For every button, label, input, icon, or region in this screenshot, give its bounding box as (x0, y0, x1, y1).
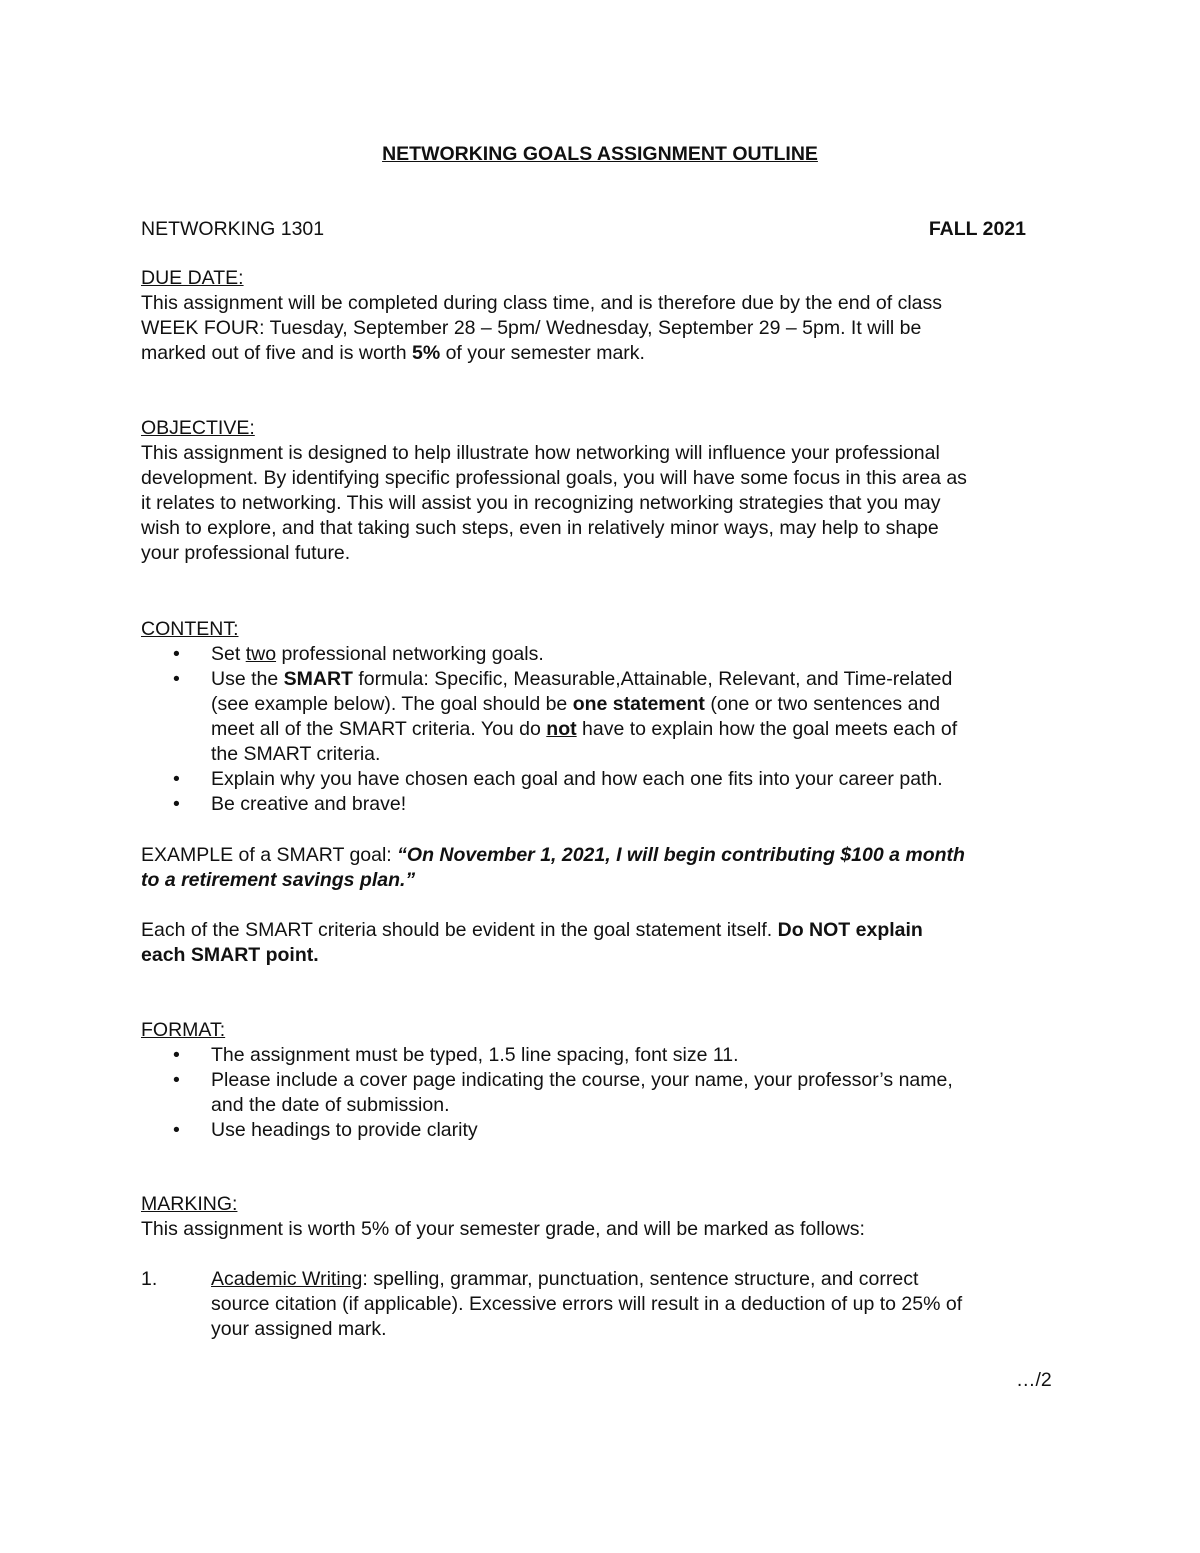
list-line: the SMART criteria. (211, 743, 381, 765)
list-text: The assignment must be typed, 1.5 line spacing, font size 11. (211, 1044, 739, 1066)
content-heading: CONTENT: (141, 618, 239, 640)
content-list (141, 642, 1061, 817)
list-item (141, 767, 1061, 792)
list-text: meet all of the SMART criteria. You do (211, 718, 547, 740)
list-line: source citation (if applicable). Excessive errors will result in a deduction of up to 25% of (211, 1293, 963, 1315)
due-date-line: WEEK FOUR: Tuesday, September 28 – 5pm/ Wednesday, September 29 – 5pm. It will be (141, 317, 922, 339)
list-line: your assigned mark. (211, 1318, 387, 1340)
list-text-bold-underlined: not (546, 718, 577, 740)
term-label: FALL 2021 (928, 218, 1026, 240)
objective-line: development. By identifying specific professional goals, you will have some focus in this area as (141, 467, 967, 489)
course-header-row (141, 217, 1026, 242)
criteria-line (141, 943, 1061, 968)
marking-intro: This assignment is worth 5% of your semester grade, and will be marked as follows: (141, 1218, 865, 1240)
due-date-text: of your semester mark. (440, 342, 645, 364)
bullet-icon: • (173, 1069, 180, 1091)
objective-heading: OBJECTIVE: (141, 417, 255, 439)
list-line (211, 692, 1061, 717)
criteria-text: Each of the SMART criteria should be evident in the goal statement itself. (141, 919, 778, 941)
criterion-name: Academic Writing (211, 1268, 363, 1290)
list-line (211, 667, 1061, 692)
list-text-bold: SMART (283, 668, 353, 690)
bullet-icon: • (173, 793, 180, 815)
list-text: (one or two sentences and (704, 693, 941, 715)
objective-line: it relates to networking. This will assist you in recognizing networking strategies that you may (141, 492, 941, 514)
objective-line: your professional future. (141, 542, 351, 564)
objective-line: wish to explore, and that taking such steps, even in relatively minor ways, may help to shape (141, 517, 939, 539)
list-line (211, 717, 1061, 742)
bullet-icon: • (173, 768, 180, 790)
due-date-line (141, 341, 1061, 366)
format-section (141, 1018, 1061, 1143)
list-item (141, 1043, 1061, 1068)
list-text-bold: one statement (572, 693, 705, 715)
bullet-icon: • (173, 668, 180, 690)
list-text: Use the (211, 668, 284, 690)
due-date-section (141, 266, 1061, 366)
list-text: have to explain how the goal meets each of (576, 718, 958, 740)
example-quote: “On November 1, 2021, I will begin contributing $100 a month (397, 844, 965, 866)
list-text-underlined: two (245, 643, 277, 665)
list-text: : spelling, grammar, punctuation, sentence structure, and correct (362, 1268, 919, 1290)
list-line: Please include a cover page indicating the course, your name, your professor’s name, (211, 1069, 953, 1091)
list-text: Use headings to provide clarity (211, 1119, 478, 1141)
bullet-icon: • (173, 643, 180, 665)
example-label: EXAMPLE of a SMART goal: (141, 844, 398, 866)
list-item (141, 1118, 1061, 1143)
marking-heading: MARKING: (141, 1193, 238, 1215)
example-line (141, 843, 1061, 868)
objective-section (141, 416, 1061, 566)
list-item (141, 642, 1061, 667)
page-indicator: …/2 (1016, 1369, 1052, 1391)
format-list (141, 1043, 1061, 1143)
objective-line: This assignment is designed to help illustrate how networking will influence your professional (141, 442, 940, 464)
criteria-bold: each SMART point. (141, 944, 319, 966)
list-line (211, 1267, 1061, 1292)
list-text: formula: Specific, Measurable,Attainable, Relevant, and Time-related (352, 668, 953, 690)
criteria-note (141, 918, 1061, 968)
criteria-bold: Do NOT explain (777, 919, 923, 941)
marking-item (141, 1267, 1061, 1342)
bullet-icon: • (173, 1044, 180, 1066)
list-text: Set (211, 643, 246, 665)
list-text: professional networking goals. (276, 643, 544, 665)
due-date-line: This assignment will be completed during class time, and is therefore due by the end of class (141, 292, 942, 314)
worth-percent: 5% (411, 342, 441, 364)
due-date-heading: DUE DATE: (141, 267, 244, 289)
document-title: NETWORKING GOALS ASSIGNMENT OUTLINE (382, 143, 818, 165)
course-code: NETWORKING 1301 (141, 218, 325, 240)
example-section (141, 843, 1061, 893)
list-item (141, 1068, 1061, 1118)
content-section (141, 617, 1061, 817)
due-date-text: marked out of five and is worth (141, 342, 412, 364)
list-text: Be creative and brave! (211, 793, 407, 815)
criteria-line (141, 918, 1061, 943)
marking-section (141, 1192, 1061, 1342)
item-number: 1. (141, 1268, 158, 1290)
list-item (141, 667, 1061, 767)
list-text: Explain why you have chosen each goal and how each one fits into your career path. (211, 768, 943, 790)
list-item (141, 792, 1061, 817)
list-line: and the date of submission. (211, 1094, 450, 1116)
list-text: (see example below). The goal should be (211, 693, 573, 715)
bullet-icon: • (173, 1119, 180, 1141)
example-quote: to a retirement savings plan.” (141, 869, 416, 891)
format-heading: FORMAT: (141, 1019, 226, 1041)
